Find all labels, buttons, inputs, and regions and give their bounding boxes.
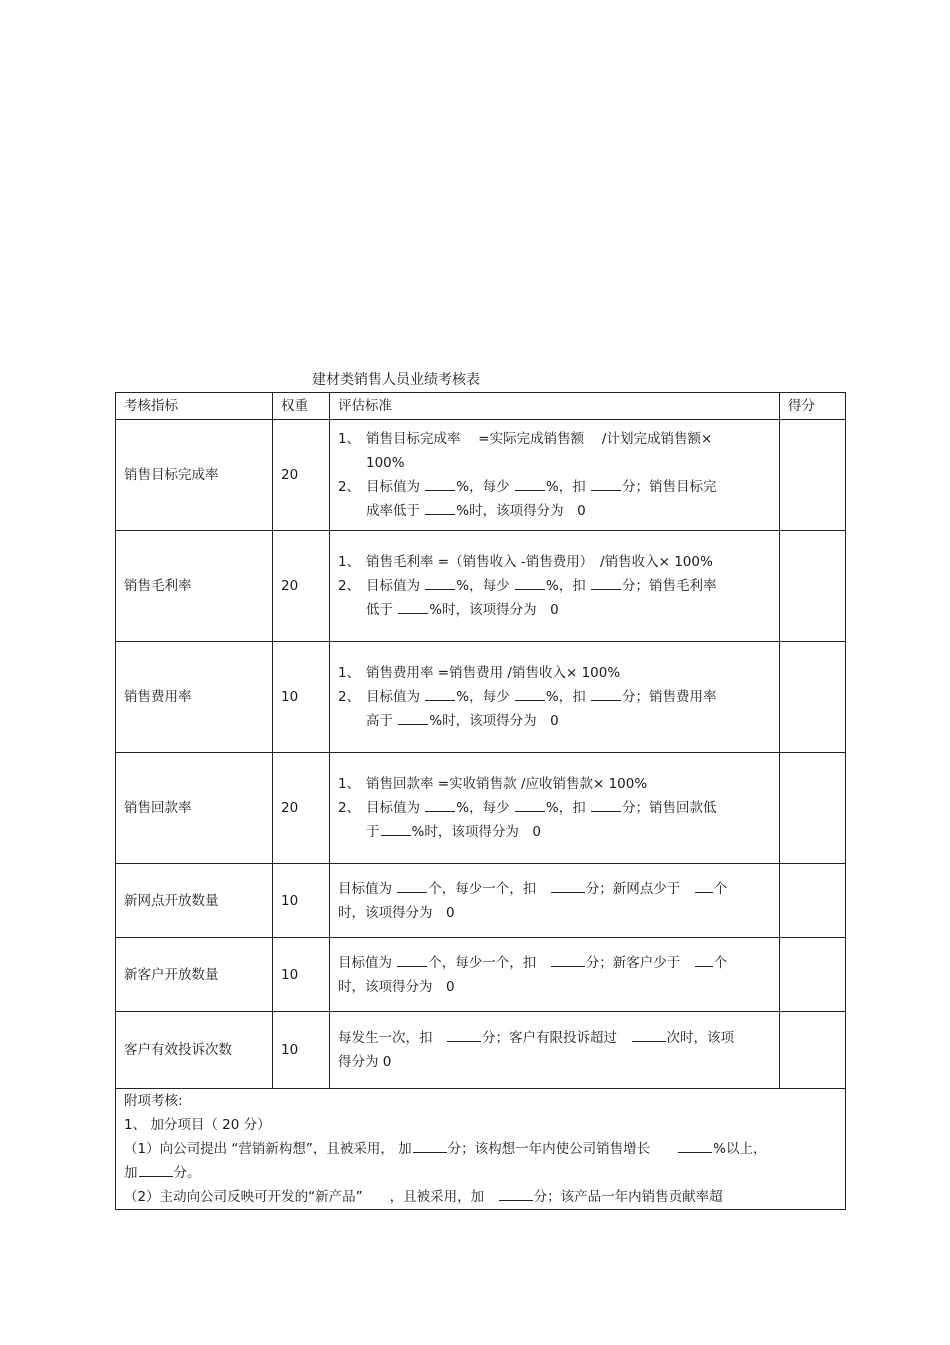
blank-field[interactable] bbox=[695, 951, 713, 967]
header-indicator: 考核指标 bbox=[116, 393, 273, 420]
blank-field[interactable] bbox=[413, 1137, 447, 1153]
score-cell[interactable] bbox=[780, 420, 846, 531]
blank-field[interactable] bbox=[398, 709, 428, 725]
criteria-cell: 目标值为 个，每少一个，扣 分；新网点少于 个 时，该项得分为 0 bbox=[330, 864, 780, 938]
indicator-cell: 销售回款率 bbox=[116, 753, 273, 864]
criteria-cell bbox=[330, 753, 780, 864]
blank-field[interactable] bbox=[381, 820, 411, 836]
weight-cell: 10 bbox=[273, 864, 330, 938]
blank-field[interactable] bbox=[551, 951, 585, 967]
appendix-cell bbox=[116, 1089, 846, 1210]
formula-item: 1、 销售费用率 =销售费用 /销售收入× 100% bbox=[338, 665, 621, 681]
blank-field[interactable] bbox=[425, 574, 455, 590]
score-cell[interactable] bbox=[780, 1012, 846, 1089]
appendix-row bbox=[116, 1089, 846, 1210]
page-title: 建材类销售人员业绩考核表 bbox=[312, 372, 480, 388]
header-criteria: 评估标准 bbox=[330, 393, 780, 420]
rule-item: 2、 目标值为 %，每少 %，扣 分；销售毛利率 低于 %时，该项得分为 0 bbox=[338, 574, 779, 622]
appendix-line: （2）主动向公司反映可开发的“新产品” ，且被采用，加 分；该产品一年内销售贡献率超 bbox=[124, 1185, 845, 1209]
indicator-cell: 新网点开放数量 bbox=[116, 864, 273, 938]
indicator-cell: 客户有效投诉次数 bbox=[116, 1012, 273, 1089]
blank-field[interactable] bbox=[591, 796, 621, 812]
table-row bbox=[116, 531, 846, 642]
indicator-cell: 销售费用率 bbox=[116, 642, 273, 753]
blank-field[interactable] bbox=[515, 796, 545, 812]
table-row bbox=[116, 864, 846, 938]
blank-field[interactable] bbox=[695, 877, 713, 893]
blank-field[interactable] bbox=[425, 685, 455, 701]
score-cell[interactable] bbox=[780, 642, 846, 753]
indicator-cell: 销售毛利率 bbox=[116, 531, 273, 642]
weight-cell: 10 bbox=[273, 1012, 330, 1089]
blank-field[interactable] bbox=[398, 598, 428, 614]
table-row bbox=[116, 420, 846, 531]
weight-cell: 20 bbox=[273, 420, 330, 531]
formula-item: 1、 销售毛利率 =（销售收入 -销售费用） /销售收入× 100% bbox=[338, 554, 713, 570]
table-row bbox=[116, 753, 846, 864]
blank-field[interactable] bbox=[515, 475, 545, 491]
blank-field[interactable] bbox=[397, 877, 427, 893]
rule-item: 2、 目标值为 %，每少 %，扣 分；销售费用率 高于 %时，该项得分为 0 bbox=[338, 685, 779, 733]
rule-item: 2、 目标值为 %，每少 %，扣 分；销售目标完 成率低于 %时，该项得分为 0 bbox=[338, 475, 779, 523]
blank-field[interactable] bbox=[551, 877, 585, 893]
header-score: 得分 bbox=[780, 393, 846, 420]
weight-cell: 10 bbox=[273, 642, 330, 753]
weight-cell: 20 bbox=[273, 753, 330, 864]
table-row bbox=[116, 1012, 846, 1089]
blank-field[interactable] bbox=[515, 574, 545, 590]
header-weight: 权重 bbox=[273, 393, 330, 420]
score-cell[interactable] bbox=[780, 938, 846, 1012]
score-cell[interactable] bbox=[780, 753, 846, 864]
score-cell[interactable] bbox=[780, 864, 846, 938]
blank-field[interactable] bbox=[397, 951, 427, 967]
formula-item: 1、 销售目标完成率 =实际完成销售额 /计划完成销售额× 100% bbox=[338, 431, 713, 471]
table-row bbox=[116, 642, 846, 753]
blank-field[interactable] bbox=[515, 685, 545, 701]
appendix-line: （1）向公司提出 “营销新构想”，且被采用， 加 分；该构想一年内使公司销售增长 %以上， bbox=[124, 1137, 845, 1161]
criteria-cell bbox=[330, 420, 780, 531]
blank-field[interactable] bbox=[591, 475, 621, 491]
table-row bbox=[116, 938, 846, 1012]
table-header-row bbox=[116, 393, 846, 420]
indicator-cell: 新客户开放数量 bbox=[116, 938, 273, 1012]
indicator-cell: 销售目标完成率 bbox=[116, 420, 273, 531]
appendix-line: 1、 加分项目（ 20 分） bbox=[124, 1117, 271, 1133]
criteria-cell: 每发生一次，扣 分；客户有限投诉超过 次时，该项 得分为 0 bbox=[330, 1012, 780, 1089]
blank-field[interactable] bbox=[499, 1185, 533, 1201]
blank-field[interactable] bbox=[591, 574, 621, 590]
criteria-cell bbox=[330, 531, 780, 642]
assessment-table bbox=[115, 392, 846, 1210]
rule-item: 2、 目标值为 %，每少 %，扣 分；销售回款低 于 %时，该项得分为 0 bbox=[338, 796, 779, 844]
blank-field[interactable] bbox=[425, 499, 455, 515]
blank-field[interactable] bbox=[425, 475, 455, 491]
score-cell[interactable] bbox=[780, 531, 846, 642]
appendix-heading: 附项考核: bbox=[124, 1093, 183, 1109]
appendix-line: 加 分。 bbox=[124, 1161, 845, 1185]
blank-field[interactable] bbox=[678, 1137, 712, 1153]
blank-field[interactable] bbox=[632, 1026, 666, 1042]
blank-field[interactable] bbox=[447, 1026, 481, 1042]
criteria-cell: 目标值为 个，每少一个，扣 分；新客户少于 个 时，该项得分为 0 bbox=[330, 938, 780, 1012]
blank-field[interactable] bbox=[591, 685, 621, 701]
weight-cell: 20 bbox=[273, 531, 330, 642]
formula-item: 1、 销售回款率 =实收销售款 /应收销售款× 100% bbox=[338, 776, 648, 792]
blank-field[interactable] bbox=[139, 1161, 173, 1177]
weight-cell: 10 bbox=[273, 938, 330, 1012]
blank-field[interactable] bbox=[425, 796, 455, 812]
criteria-cell bbox=[330, 642, 780, 753]
